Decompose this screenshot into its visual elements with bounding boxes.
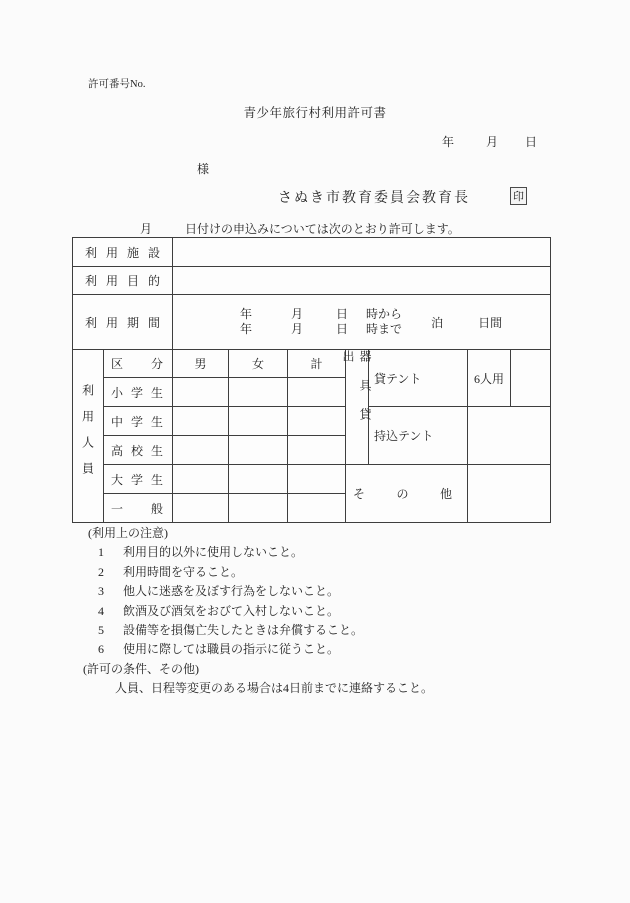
rental-tent-count-cell (511, 350, 550, 407)
addressee-suffix: 様 (197, 162, 210, 176)
date-day-label: 日 (525, 135, 538, 149)
count-cell (229, 378, 288, 407)
period-label-cell: 利用期間 (73, 295, 173, 350)
period-nights-days (431, 314, 502, 331)
purpose-label-cell: 利用目的 (73, 267, 173, 295)
conditions-heading: (許可の条件、その他) (83, 661, 199, 676)
note-text: 利用時間を守ること。 (123, 564, 244, 579)
category-header-cell: 区分 (104, 350, 173, 378)
seal-stamp-box: 印 (510, 187, 527, 205)
note-number: 1 (98, 545, 104, 560)
note-number: 5 (98, 622, 104, 637)
rental-tent-label-cell: 貸テント (369, 350, 468, 407)
days-label: 日間 (478, 315, 503, 330)
note-number: 3 (98, 584, 104, 599)
date-month-label: 月 (486, 135, 499, 149)
count-cell (229, 436, 288, 465)
date-year-label: 年 (442, 135, 455, 149)
nights-label: 泊 (431, 315, 444, 330)
notes-heading: (利用上の注意) (88, 526, 168, 540)
note-item-1 (0, 543, 630, 562)
note-text: 他人に迷惑を及ぼす行為をしないこと。 (123, 584, 340, 599)
count-cell (229, 494, 288, 522)
personnel-label-cell: 利用人員 (73, 350, 104, 522)
issue-date-line (442, 133, 537, 150)
period-content (173, 295, 550, 349)
period-from-to-lines (173, 307, 402, 337)
count-cell (229, 407, 288, 436)
row-label-high-school: 高校生 (104, 436, 173, 465)
period-from-line: 年 月 日 時から (240, 307, 403, 321)
count-cell (173, 436, 229, 465)
count-cell (173, 494, 229, 522)
note-item-5 (0, 621, 630, 640)
count-cell (288, 465, 346, 494)
note-item-3 (0, 582, 630, 601)
female-header-cell: 女 (229, 350, 288, 378)
intro-month-label: 月 (140, 222, 153, 236)
rental-tent-size-cell: 6人用 (468, 350, 511, 407)
note-number: 4 (98, 603, 104, 618)
equipment-rental-label-cell: 器具貸出 (346, 350, 369, 465)
purpose-value-cell (173, 267, 550, 295)
row-label-elementary: 小学生 (104, 378, 173, 407)
issuer-name: さぬき市教育委員会教育長 (278, 191, 470, 206)
count-cell (288, 494, 346, 522)
intro-sentence (0, 220, 630, 234)
count-cell (173, 407, 229, 436)
other-label-cell: その他 (346, 465, 468, 522)
other-value-cell (468, 465, 550, 522)
count-cell (288, 436, 346, 465)
row-label-general: 一般 (104, 494, 173, 522)
row-label-junior-high: 中学生 (104, 407, 173, 436)
permit-form-table (72, 237, 551, 523)
note-text: 利用目的以外に使用しないこと。 (123, 545, 304, 560)
brought-tent-label-cell: 持込テント (369, 407, 468, 465)
document-title: 青少年旅行村利用許可書 (243, 106, 387, 120)
note-text: 飲酒及び酒気をおびて入村しないこと。 (123, 603, 340, 618)
note-number: 6 (98, 642, 104, 657)
note-text: 使用に際しては職員の指示に従うこと。 (123, 642, 340, 657)
note-number: 2 (98, 564, 104, 579)
male-header-cell: 男 (173, 350, 229, 378)
count-cell (173, 465, 229, 494)
row-label-university: 大学生 (104, 465, 173, 494)
note-item-4 (0, 602, 630, 621)
intro-text: 日付けの申込みについては次のとおり許可します。 (185, 222, 460, 236)
brought-tent-count-cell (468, 407, 550, 465)
note-item-2 (0, 563, 630, 582)
total-header-cell: 計 (288, 350, 346, 378)
note-text: 設備等を損傷亡失したときは弁償すること。 (123, 622, 364, 637)
count-cell (173, 378, 229, 407)
period-value-cell (173, 295, 550, 350)
count-cell (288, 378, 346, 407)
permit-number-label: 許可番号No. (88, 79, 146, 90)
count-cell (229, 465, 288, 494)
notes-section (0, 524, 630, 699)
period-to-line: 年 月 日 時まで (240, 322, 403, 336)
note-item-6 (0, 640, 630, 659)
conditions-text: 人員、日程等変更のある場合は4日前までに連絡すること。 (115, 681, 434, 696)
facility-value-cell (173, 238, 550, 267)
count-cell (288, 407, 346, 436)
facility-label-cell: 利用施設 (73, 238, 173, 267)
